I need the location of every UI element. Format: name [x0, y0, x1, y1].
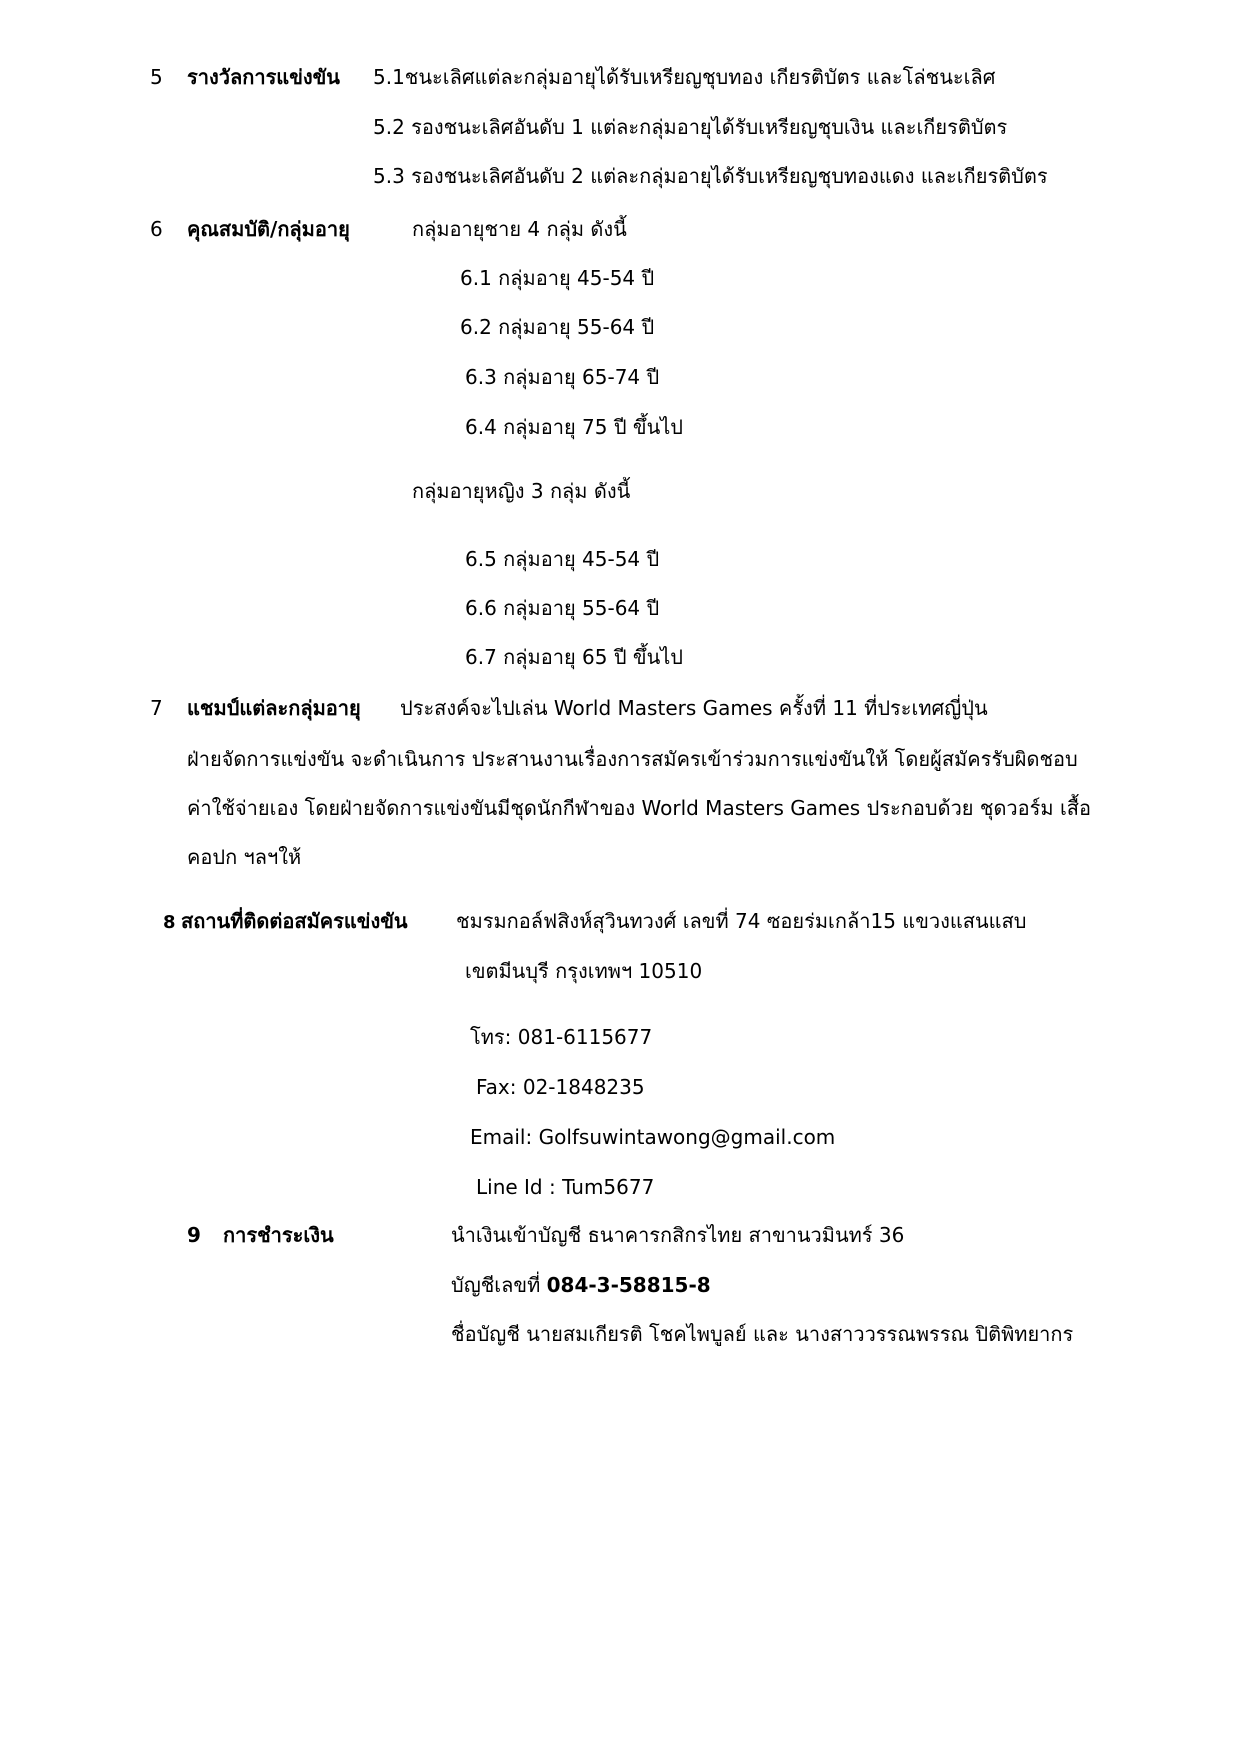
female-group-2: 6.6 กลุ่มอายุ 55-64 ปี — [465, 596, 660, 620]
section-5-number: 5 — [150, 65, 163, 89]
section-6-heading: คุณสมบัติ/กลุ่มอายุ — [187, 217, 350, 241]
male-group-3: 6.3 กลุ่มอายุ 65-74 ปี — [465, 365, 660, 389]
account-number: 084-3-58815-8 — [546, 1273, 711, 1297]
payment-account-line — [451, 1272, 711, 1298]
contact-line-id: Line Id : Tum5677 — [476, 1175, 655, 1199]
female-group-3: 6.7 กลุ่มอายุ 65 ปี ขึ้นไป — [465, 645, 683, 669]
male-group-1: 6.1 กลุ่มอายุ 45-54 ปี — [460, 266, 655, 290]
contact-email: Email: Golfsuwintawong@gmail.com — [470, 1125, 836, 1149]
account-number-label: บัญชีเลขที่ — [451, 1273, 541, 1297]
award-item-3: 5.3 รองชนะเลิศอันดับ 2 แต่ละกลุ่มอายุได้รับเหรียญชุบทองแดง และเกียรติบัตร — [373, 164, 1048, 188]
section-9-number: 9 — [187, 1223, 201, 1247]
section-7-number: 7 — [150, 696, 163, 720]
section-7-line-2: ฝ่ายจัดการแข่งขัน จะดำเนินการ ประสานงานเรื่องการสมัครเข้าร่วมการแข่งขันให้ โดยผู้สมัครรับผิดชอบ — [187, 747, 1078, 771]
award-item-2: 5.2 รองชนะเลิศอันดับ 1 แต่ละกลุ่มอายุได้รับเหรียญชุบเงิน และเกียรติบัตร — [373, 115, 1008, 139]
section-7-line-1: ประสงค์จะไปเล่น World Masters Games ครั้งที่ 11 ที่ประเทศญี่ปุ่น — [400, 696, 988, 720]
male-group-2: 6.2 กลุ่มอายุ 55-64 ปี — [460, 315, 655, 339]
male-groups-intro: กลุ่มอายุชาย 4 กลุ่ม ดังนี้ — [412, 217, 627, 241]
contact-phone: โทร: 081-6115677 — [470, 1025, 653, 1049]
contact-address-line-1: ชมรมกอล์ฟสิงห์สุวินทวงศ์ เลขที่ 74 ซอยร่มเกล้า15 แขวงแสนแสบ — [456, 909, 1027, 933]
section-7-line-4: คอปก ฯลฯให้ — [187, 845, 302, 869]
section-8-number: 8 — [163, 912, 176, 933]
female-groups-intro: กลุ่มอายุหญิง 3 กลุ่ม ดังนี้ — [412, 479, 631, 503]
payment-account-name: ชื่อบัญชี นายสมเกียรติ โชคไพบูลย์ และ นางสาววรรณพรรณ ปิติพิทยากร — [451, 1322, 1074, 1346]
male-group-4: 6.4 กลุ่มอายุ 75 ปี ขึ้นไป — [465, 415, 683, 439]
contact-address-line-2: เขตมีนบุรี กรุงเทพฯ 10510 — [465, 959, 703, 983]
female-group-1: 6.5 กลุ่มอายุ 45-54 ปี — [465, 547, 660, 571]
section-7-line-3: ค่าใช้จ่ายเอง โดยฝ่ายจัดการแข่งขันมีชุดนักกีฬาของ World Masters Games ประกอบด้วย ชุดวอร์ม เสื้อ — [187, 796, 1092, 820]
section-5-heading: รางวัลการแข่งขัน — [187, 65, 340, 89]
award-item-1: 5.1ชนะเลิศแต่ละกลุ่มอายุได้รับเหรียญชุบทอง เกียรติบัตร และโล่ชนะเลิศ — [373, 65, 996, 89]
section-9-heading: การชำระเงิน — [223, 1223, 334, 1247]
section-6-number: 6 — [150, 217, 163, 241]
section-7-heading: แชมป์แต่ละกลุ่มอายุ — [187, 696, 361, 720]
payment-bank-line: นำเงินเข้าบัญชี ธนาคารกสิกรไทย สาขานวมินทร์ 36 — [451, 1223, 905, 1247]
contact-fax: Fax: 02-1848235 — [476, 1075, 645, 1099]
section-8-heading: สถานที่ติดต่อสมัครแข่งขัน — [181, 909, 408, 933]
